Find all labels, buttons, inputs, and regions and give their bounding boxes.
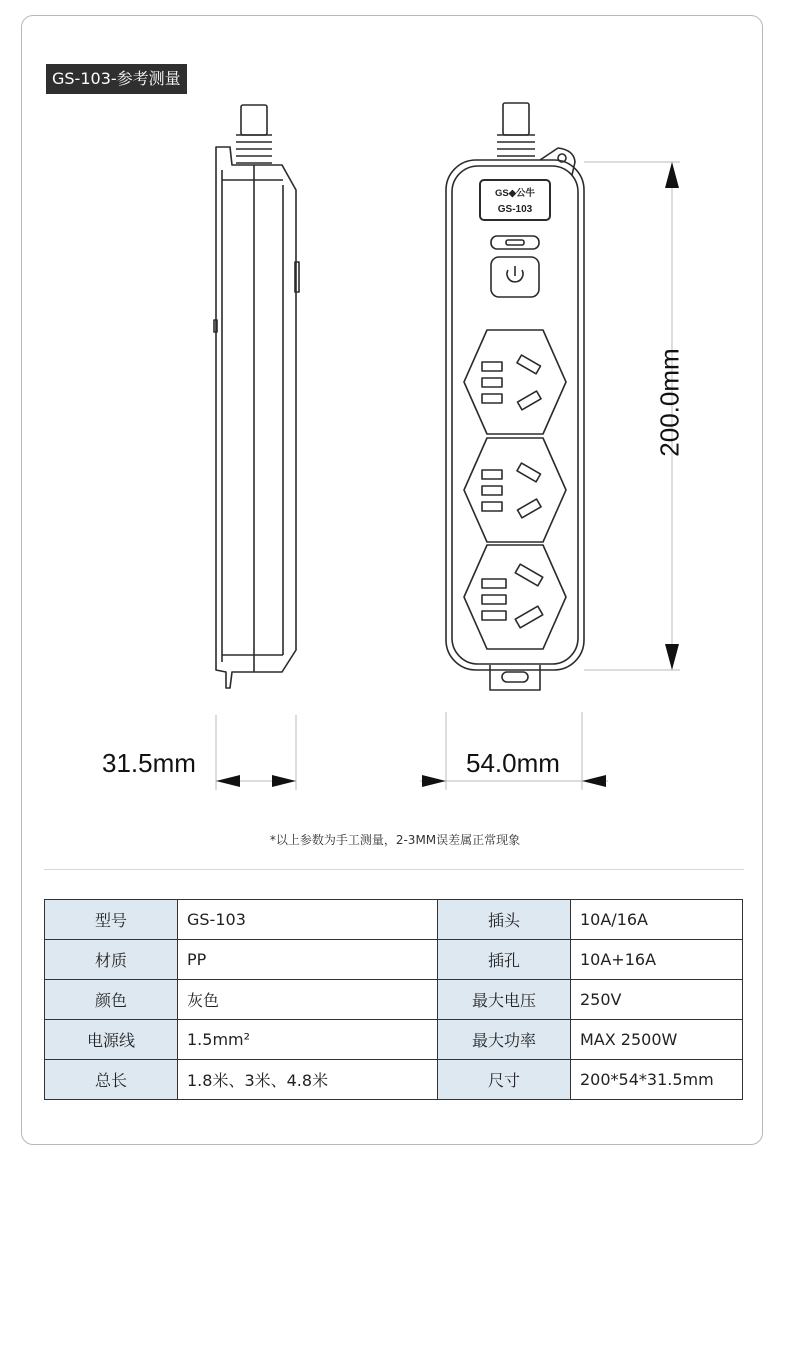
table-row [45, 1020, 743, 1060]
socket-1 [464, 330, 566, 434]
side-view [214, 105, 299, 688]
spec-key: 型号 [45, 900, 178, 940]
spec-key: 总长 [45, 1060, 178, 1100]
page-title: GS-103-参考测量 [46, 64, 187, 94]
spec-value: 10A+16A [571, 940, 743, 980]
spec-value: 灰色 [178, 980, 438, 1020]
spec-value: MAX 2500W [571, 1020, 743, 1060]
socket-3 [464, 545, 566, 649]
spec-key: 插孔 [438, 940, 571, 980]
socket-2 [464, 438, 566, 542]
brand-label: GS◆公牛 [494, 188, 536, 199]
spec-key: 插头 [438, 900, 571, 940]
spec-value: PP [178, 940, 438, 980]
spec-value: 200*54*31.5mm [571, 1060, 743, 1100]
spec-value: 10A/16A [571, 900, 743, 940]
table-row [45, 980, 743, 1020]
spec-key: 最大电压 [438, 980, 571, 1020]
table-row [45, 900, 743, 940]
spec-key: 电源线 [45, 1020, 178, 1060]
spec-key: 最大功率 [438, 1020, 571, 1060]
spec-key: 颜色 [45, 980, 178, 1020]
table-row [45, 940, 743, 980]
measurement-note: *以上参数为手工测量，2-3MM误差属正常现象 [269, 833, 521, 847]
depth-dimension: 31.5mm [102, 748, 196, 778]
spec-value: GS-103 [178, 900, 438, 940]
divider [44, 869, 744, 870]
spec-value: 1.8米、3米、4.8米 [178, 1060, 438, 1100]
width-dimension: 54.0mm [466, 748, 560, 778]
spec-value: 1.5mm² [178, 1020, 438, 1060]
spec-key: 尺寸 [438, 1060, 571, 1100]
height-dimension: 200.0mm [654, 348, 685, 457]
table-row [45, 1060, 743, 1100]
spec-value: 250V [571, 980, 743, 1020]
model-label: GS-103 [497, 204, 533, 215]
spec-key: 材质 [45, 940, 178, 980]
spec-table [44, 899, 743, 1100]
